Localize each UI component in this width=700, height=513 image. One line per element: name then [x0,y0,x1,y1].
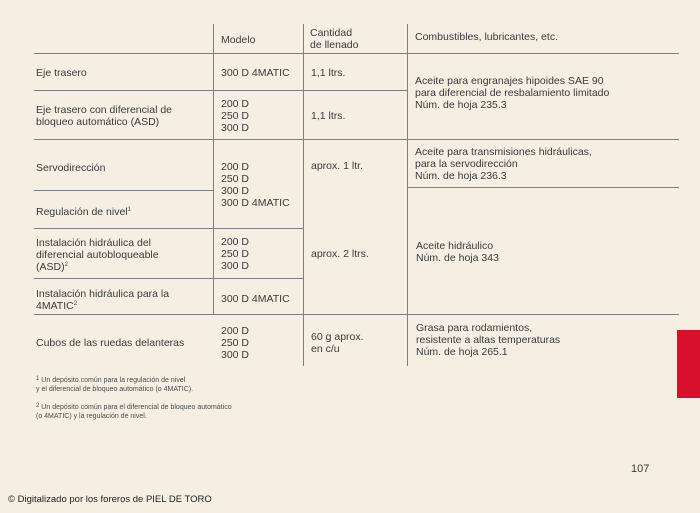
quantity-cell: aprox. 1 ltr. [311,160,363,172]
section-tab [677,330,700,398]
component-cell [36,206,131,218]
quantity-cell: 1,1 ltrs. [311,110,346,122]
component-cell: Servodirección [36,162,106,174]
footnote [36,404,232,421]
component-cell: Eje trasero con diferencial de bloqueo automático (ASD) [36,104,172,128]
component-cell [36,288,169,312]
column-divider [213,24,214,315]
model-cell: 300 D 4MATIC [221,293,290,305]
quantity-cell: 1,1 ltrs. [311,67,346,79]
component-label: Regulación de nivel [36,206,128,218]
footnote-number: 2 [36,403,40,409]
component-label: Instalación hidráulica del diferencial autobloqueable (ASD) [36,237,159,273]
scan-credit: © Digitalizado por los foreros de PIEL DE TORO [8,494,212,505]
model-cell: 200 D 250 D 300 D [221,325,250,361]
footnote [36,377,193,394]
model-cell: 300 D 4MATIC [221,67,290,79]
header-cantidad: Cantidad de llenado [310,27,359,51]
row-divider [408,187,679,188]
quantity-cell: 60 g aprox. en c/u [311,331,364,355]
row-divider [34,139,679,140]
footnote-text: Un depósito común para el diferencial de bloqueo automático (o 4MATIC) y la regulación de nivel. [36,404,232,420]
component-cell: Cubos de las ruedas delanteras [36,337,185,349]
lubricant-cell: Aceite hidráulico Núm. de hoja 343 [416,240,499,264]
quantity-cell: aprox. 2 ltrs. [311,248,369,260]
row-divider [34,90,407,91]
component-cell: Eje trasero [36,67,87,79]
footnote-ref: 2 [73,301,78,307]
model-cell: 200 D 250 D 300 D [221,236,250,272]
lubricant-cell: Aceite para transmisiones hidráulicas, para la servodirección Núm. de hoja 236.3 [415,146,592,182]
header-modelo: Modelo [221,34,256,46]
page-number: 107 [631,463,650,475]
row-divider [34,190,214,191]
model-cell: 200 D 250 D 300 D [221,98,250,134]
model-cell: 200 D 250 D 300 D 300 D 4MATIC [221,161,290,209]
component-cell [36,237,159,273]
footnote-ref: 2 [64,262,68,268]
footnote-text: Un depósito común para la regulación de nivel y el diferencial de bloqueo automático (o 4MATIC). [36,377,194,393]
lubricant-cell: Grasa para rodamientos, resistente a altas temperaturas Núm. de hoja 265.1 [416,322,561,358]
row-divider [34,53,679,54]
row-divider [34,228,303,229]
row-divider [34,278,303,279]
footnote-ref: 1 [127,207,131,213]
header-combustibles: Combustibles, lubricantes, etc. [415,31,558,43]
component-label: Instalación hidráulica para la 4MATIC [36,288,170,312]
footnote-number: 1 [36,376,40,382]
row-divider [34,314,679,315]
lubricant-cell: Aceite para engranajes hipoides SAE 90 para diferencial de resbalamiento limitado Núm. de hoja 235.3 [415,75,610,111]
